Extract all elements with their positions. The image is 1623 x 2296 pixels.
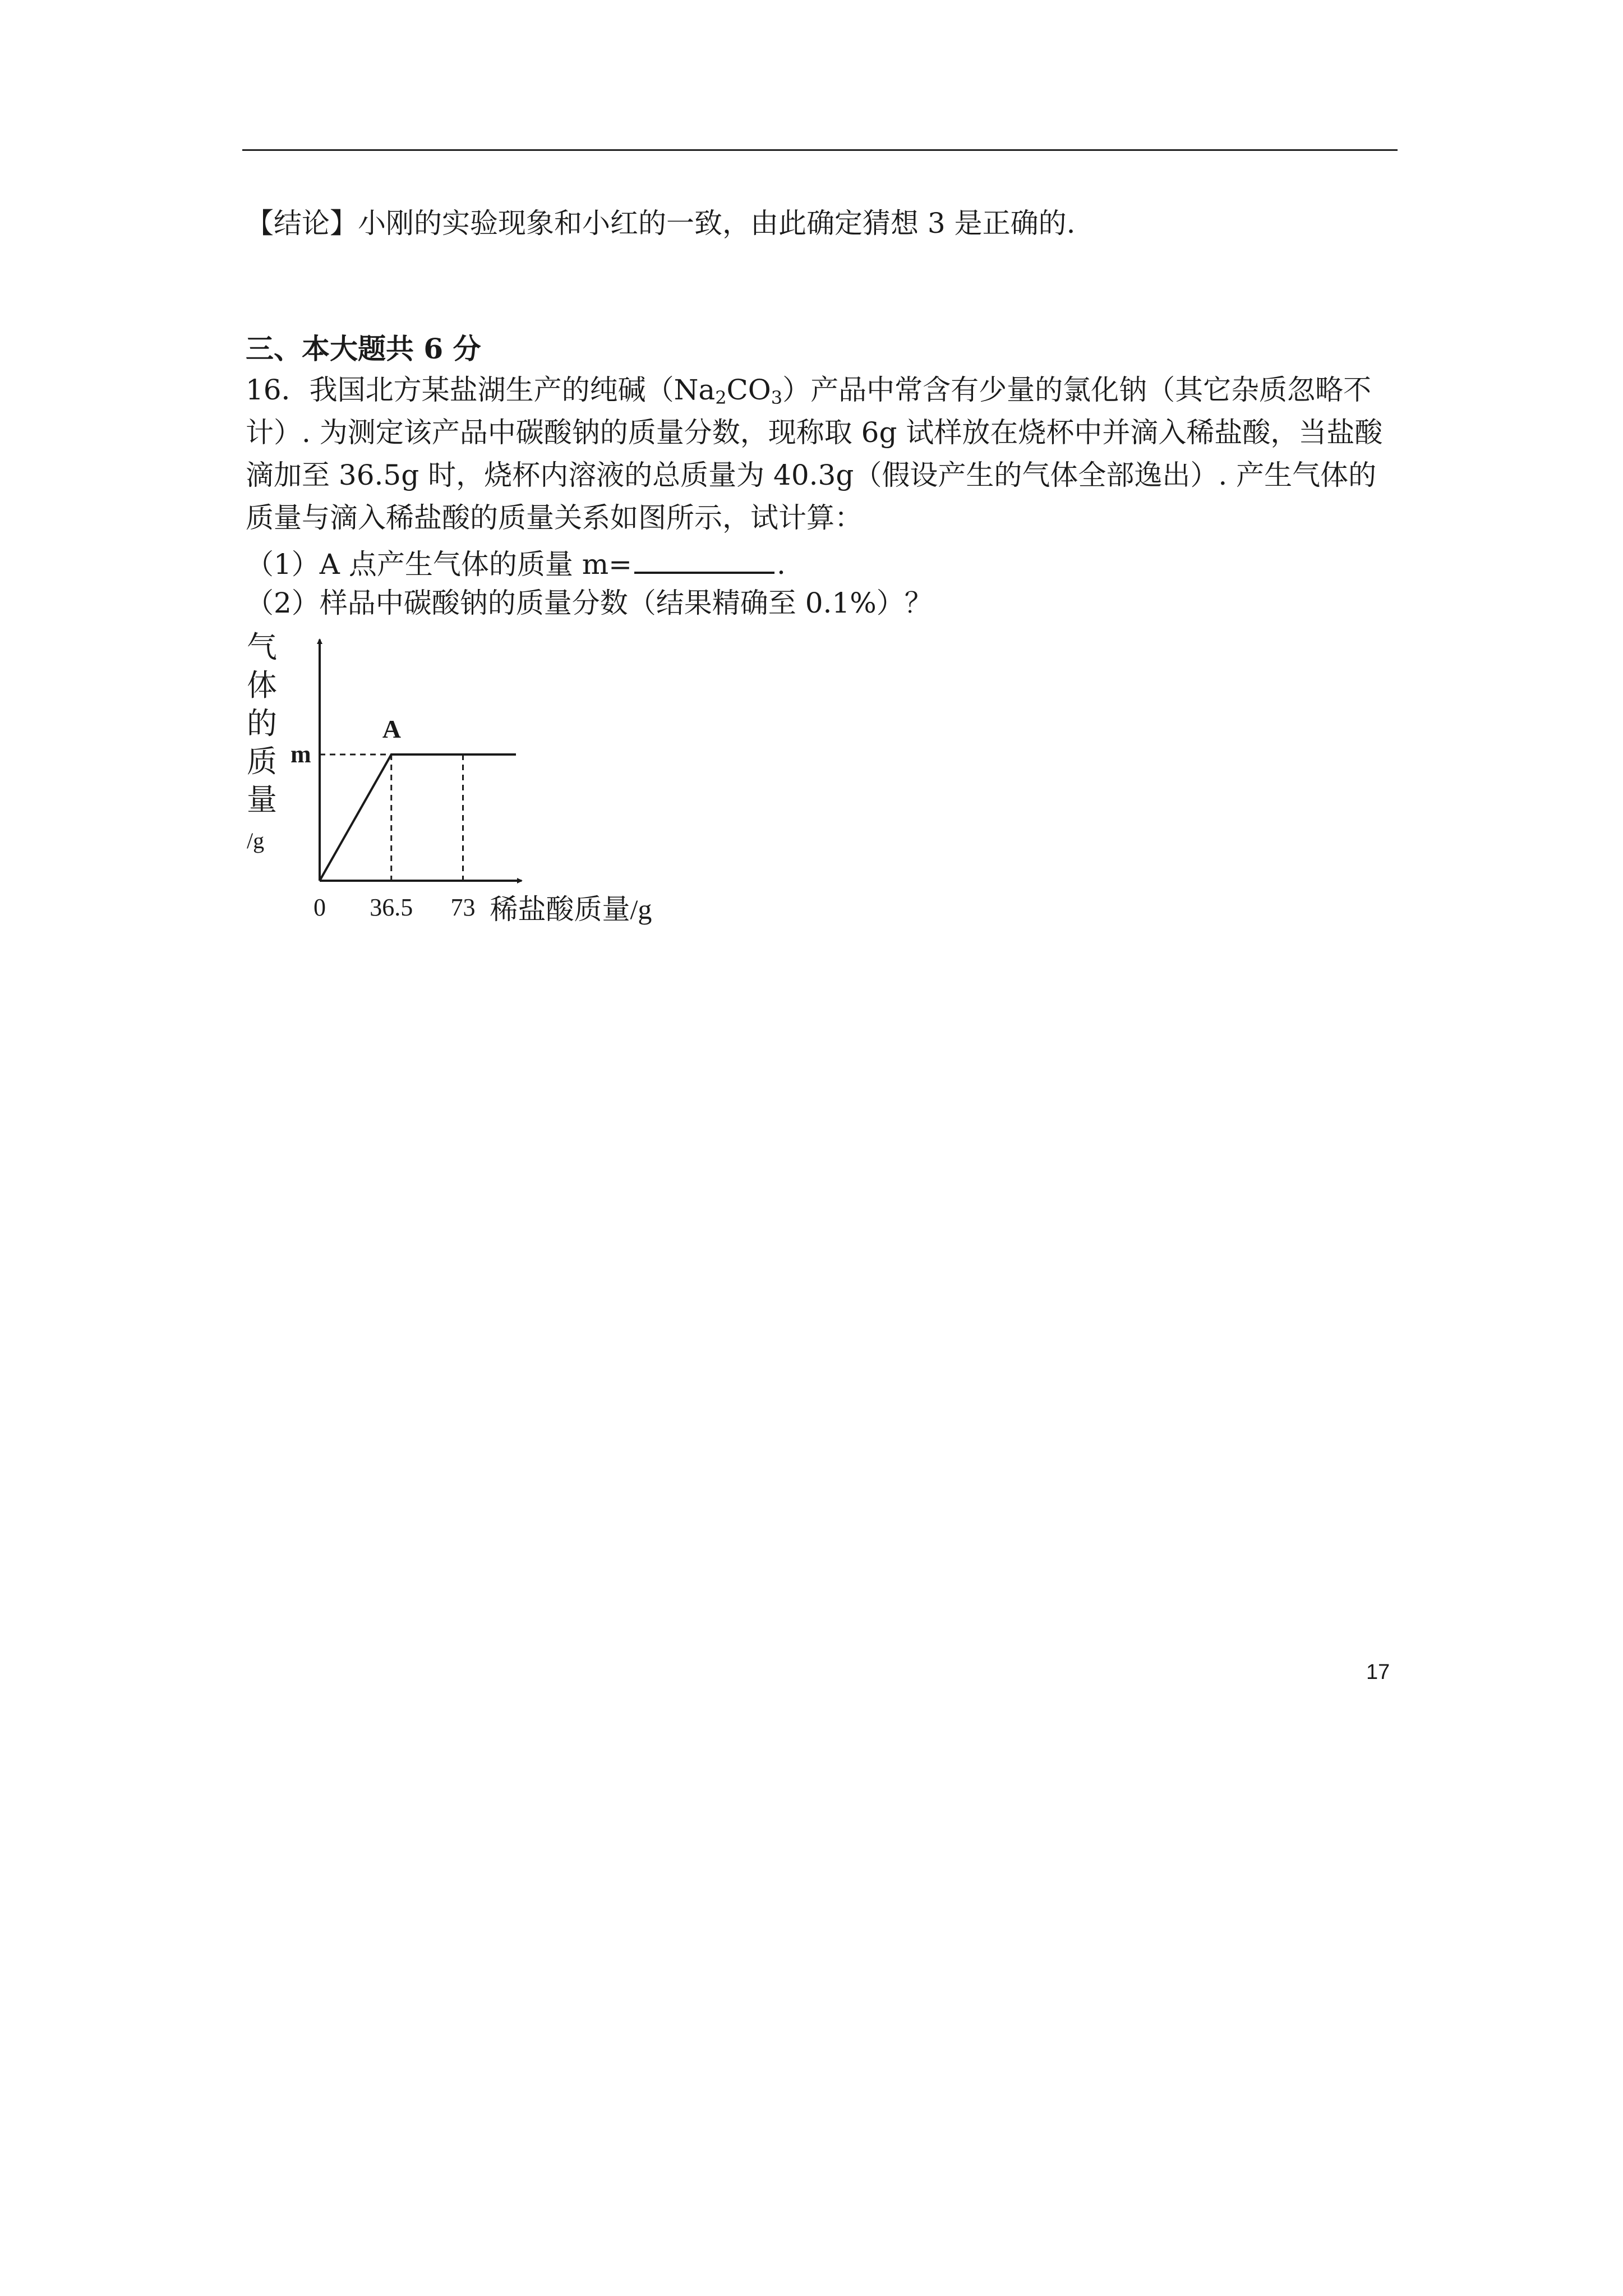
x-tick-label: 73 [450, 894, 476, 921]
point-a-label: A [382, 715, 401, 743]
y-axis-label-char: 体 [247, 669, 277, 702]
conclusion-text: 小刚的实验现象和小红的一致，由此确定猜想 3 是正确的. [358, 207, 1076, 240]
x-tick-labels [313, 894, 476, 921]
y-tick-m: m [291, 740, 311, 768]
x-axis-label: 稀盐酸质量/g [490, 894, 652, 925]
x-tick-label: 0 [313, 894, 326, 921]
question-2: （2）样品中碳酸钠的质量分数（结果精确至 0.1%）？ [246, 587, 933, 619]
y-axis-label-char: 质 [247, 745, 277, 779]
problem-line-3: 滴加至 36.5g 时，烧杯内溶液的总质量为 40.3g（假设产生的气体全部逸出）. 产生气体的 [246, 459, 1377, 491]
problem-line-2: 计）. 为测定该产品中碳酸钠的质量分数，现称取 6g 试样放在烧杯中并滴入稀盐酸，当盐酸 [246, 416, 1383, 449]
question-1-text: （1）A 点产生气体的质量 m= [246, 548, 633, 581]
problem-line-4: 质量与滴入稀盐酸的质量关系如图所示，试计算： [246, 501, 863, 534]
answer-blank [634, 547, 774, 574]
formula-subscript-3: 3 [771, 387, 783, 408]
header-rule [242, 149, 1398, 151]
section-title: 三、本大题共 6 分 [246, 332, 481, 365]
question-1-period: . [777, 548, 786, 581]
conclusion-label: 【结论】 [246, 207, 358, 240]
question-1 [246, 547, 786, 581]
y-axis-label-char: /g [247, 828, 265, 853]
problem-line-1-pre: 16．我国北方某盐湖生产的纯碱（Na [246, 374, 716, 406]
y-axis-label-char: 气 [247, 631, 277, 664]
y-axis-label-char: 的 [247, 707, 277, 740]
formula-subscript-2: 2 [715, 387, 727, 408]
gas-mass-line [320, 754, 516, 881]
formula-co: CO [726, 374, 771, 406]
x-tick-label: 36.5 [370, 894, 413, 921]
y-axis-label [247, 631, 277, 853]
problem-line-1-post: ）产品中常含有少量的氯化钠（其它杂质忽略不 [782, 374, 1372, 406]
y-axis-label-char: 量 [247, 783, 277, 817]
conclusion-line [246, 207, 1076, 240]
page-number: 17 [1366, 1660, 1390, 1684]
gas-mass-chart [236, 628, 684, 942]
guide-lines [320, 754, 463, 881]
problem-line-1 [246, 376, 1371, 407]
